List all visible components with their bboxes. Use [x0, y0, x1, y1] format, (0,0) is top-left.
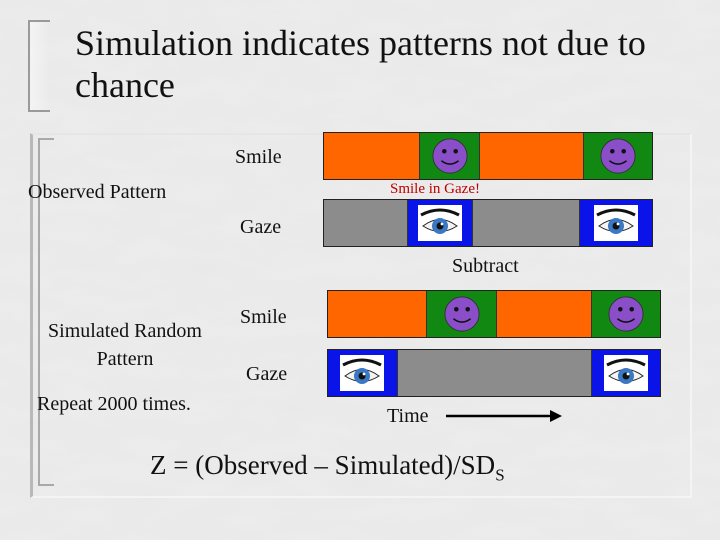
simulated-gaze-track	[327, 349, 661, 397]
eye-icon	[418, 205, 462, 241]
smile-on-segment	[420, 133, 480, 179]
smile-off-segment	[328, 291, 427, 337]
observed-gaze-track	[323, 199, 653, 247]
formula-text: Z = (Observed – Simulated)/SD	[150, 450, 496, 480]
smile-label-observed: Smile	[235, 146, 282, 168]
observed-smile-track	[323, 132, 653, 180]
gaze-on-segment	[580, 200, 652, 246]
gaze-off-segment	[324, 200, 408, 246]
eye-icon	[604, 355, 648, 391]
simulated-smile-track	[327, 290, 661, 338]
smile-on-segment	[592, 291, 660, 337]
time-arrow-icon	[444, 406, 564, 426]
eye-icon	[594, 205, 638, 241]
gaze-on-segment	[408, 200, 473, 246]
smile-off-segment	[497, 291, 592, 337]
smile-label-simulated: Smile	[240, 306, 287, 328]
simulated-random-label: Simulated Random	[48, 320, 202, 342]
smiley-face-icon	[607, 295, 645, 333]
repeat-label: Repeat 2000 times.	[37, 393, 191, 415]
gaze-on-segment	[328, 350, 398, 396]
smile-in-gaze-label: Smile in Gaze!	[390, 181, 480, 197]
smiley-face-icon	[431, 137, 469, 175]
gaze-off-segment	[473, 200, 580, 246]
gaze-off-segment	[398, 350, 593, 396]
z-score-formula	[150, 450, 505, 485]
smile-on-segment	[584, 133, 652, 179]
smiley-face-icon	[443, 295, 481, 333]
smile-off-segment	[324, 133, 420, 179]
subtract-label: Subtract	[452, 255, 519, 277]
observed-pattern-label: Observed Pattern	[28, 181, 167, 203]
smile-on-segment	[427, 291, 497, 337]
smile-off-segment	[480, 133, 584, 179]
formula-subscript: S	[495, 465, 505, 485]
page-title: Simulation indicates patterns not due to chance	[75, 23, 646, 105]
gaze-label-simulated: Gaze	[246, 363, 288, 385]
gaze-on-segment	[592, 350, 660, 396]
title-bracket	[28, 20, 50, 112]
gaze-label-observed: Gaze	[240, 216, 282, 238]
time-label: Time	[387, 405, 429, 427]
eye-icon	[340, 355, 384, 391]
smiley-face-icon	[599, 137, 637, 175]
pattern-label: Pattern	[96, 348, 154, 370]
